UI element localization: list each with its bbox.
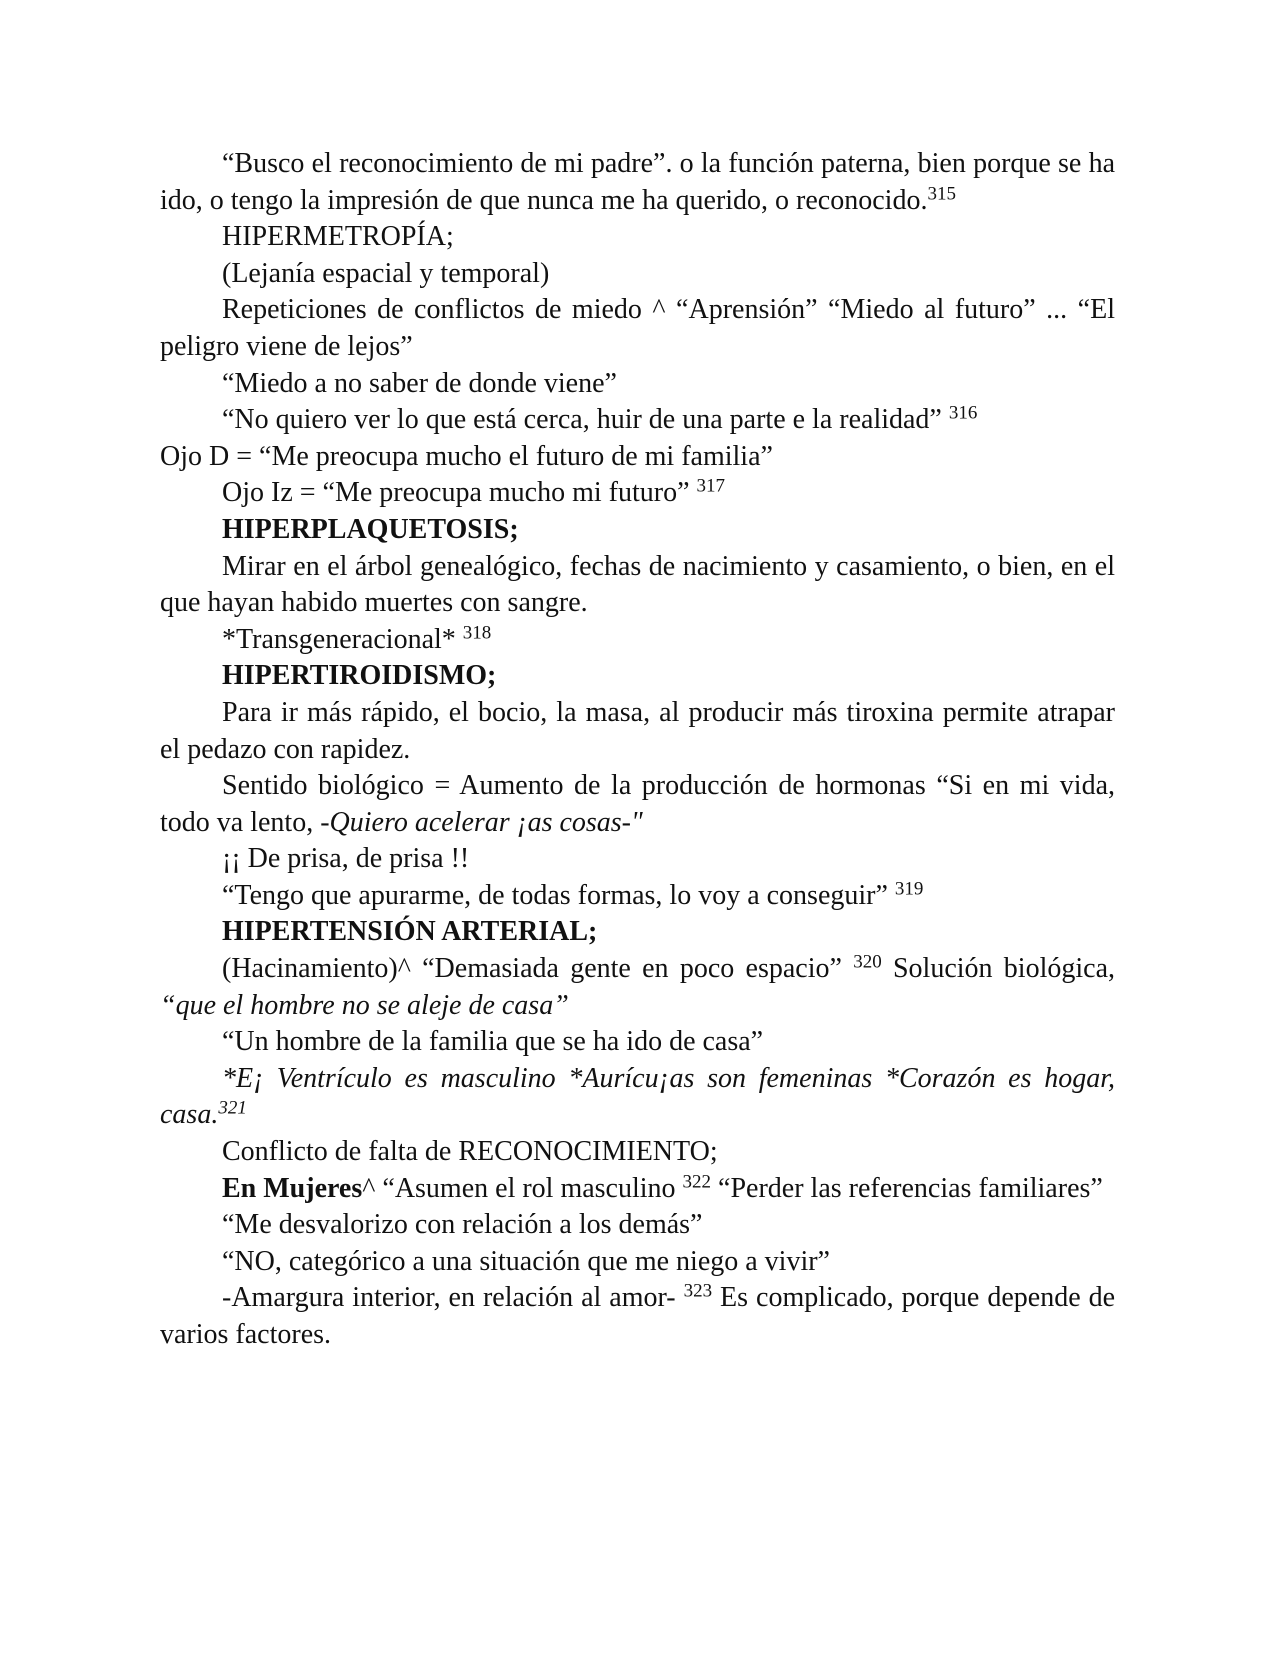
text-perder-referencias: “Perder las referencias familiares” [718,1172,1103,1204]
text-sentido-biologico: Sentido biológico = Aumento de la producción de hormonas “Si en mi vida, todo va lento, [160,770,1115,838]
paragraph-bocio: Para ir más rápido, el bocio, la masa, al producir más tiroxina permite atrapar el pedazo con rapidez. [160,696,1115,765]
paragraph-desvalorizo: “Me desvalorizo con relación a los demás” [222,1209,703,1241]
paragraph-no-quiero-ver [160,402,1115,439]
paragraph-ojo-d: Ojo D = “Me preocupa mucho el futuro de mi familia” [160,440,773,472]
paragraph-padre [160,146,1115,219]
footnote-ref-315: 315 [927,183,956,205]
footnote-ref-317: 317 [696,475,726,497]
paragraph-miedo-no-saber: “Miedo a no saber de donde viene” [222,367,617,399]
footnote-ref-320: 320 [853,951,882,973]
footnote-ref-322: 322 [682,1171,712,1193]
paragraph-hacinamiento [160,951,1115,1024]
footnote-ref-318: 318 [462,622,492,644]
paragraph-en-mujeres [160,1171,1115,1208]
paragraph-arbol-genealogico: Mirar en el árbol genealógico, fechas de nacimiento y casamiento, o bien, en el que hayan habido muertes con sangre. [160,550,1115,619]
heading-hipertension-arterial: HIPERTENSIÓN ARTERIAL; [222,916,598,948]
paragraph-conflicto-reconocimiento: Conflicto de falta de RECONOCIMIENTO; [222,1136,718,1168]
paragraph-apurarme [160,878,1115,915]
footnote-ref-321: 321 [218,1097,247,1119]
paragraph-sentido-biologico [160,768,1115,841]
text-no-quiero-ver: “No quiero ver lo que está cerca, huir de una parte e la realidad” [222,404,942,436]
text-padre: “Busco el reconocimiento de mi padre”. o la función paterna, bien porque se ha ido, o tengo la impresión de que nunca me ha querido, o reconocido. [160,148,1115,216]
paragraph-ventriculo [160,1061,1115,1134]
paragraph-de-prisa: ¡¡ De prisa, de prisa !! [222,843,470,875]
text-en-mujeres: En Mujeres [222,1172,363,1204]
paragraph-transgeneracional [160,622,1115,659]
footnote-ref-316: 316 [948,402,978,424]
paragraph-lejania: (Lejanía espacial y temporal) [222,257,550,289]
text-ventriculo: *E¡ Ventrículo es masculino *Aurícu¡as son femeninas *Corazón es hogar, casa. [160,1062,1115,1131]
text-solucion-biologica: Solución biológica, [892,953,1115,985]
document-page [160,146,1115,1354]
text-es-complicado: Es complicado, porque depende de varios factores. [160,1282,1116,1350]
text-transgeneracional: *Transgeneracional* [222,623,456,655]
heading-hipermetropia: HIPERMETROPÍA; [222,221,454,253]
text-hacinamiento: (Hacinamiento)^ “Demasiada gente en poco espacio” [222,953,842,985]
text-quiero-acelerar: -Quiero acelerar ¡as cosas-" [320,806,643,838]
heading-hipertiroidismo: HIPERTIROIDISMO; [222,660,497,692]
paragraph-hombre-familia: “Un hombre de la familia que se ha ido de casa” [222,1026,764,1058]
paragraph-ojo-iz [160,475,1115,512]
text-apurarme: “Tengo que apurarme, de todas formas, lo voy a conseguir” [222,879,888,911]
paragraph-amargura [160,1280,1115,1353]
paragraph-repeticiones: Repeticiones de conflictos de miedo ^ “Aprensión” “Miedo al futuro” ... “El peligro viene de lejos” [160,294,1115,362]
footnote-ref-323: 323 [683,1280,713,1302]
paragraph-no-categorico: “NO, categórico a una situación que me niego a vivir” [222,1245,830,1277]
heading-hiperplaquetosis: HIPERPLAQUETOSIS; [222,513,519,545]
text-amargura: -Amargura interior, en relación al amor- [222,1282,676,1314]
footnote-ref-319: 319 [894,878,924,900]
text-no-se-aleje: “que el hombre no se aleje de casa” [160,989,569,1021]
text-rol-masculino: ^ “Asumen el rol masculino [362,1172,676,1204]
text-ojo-iz: Ojo Iz = “Me preocupa mucho mi futuro” [222,477,690,509]
